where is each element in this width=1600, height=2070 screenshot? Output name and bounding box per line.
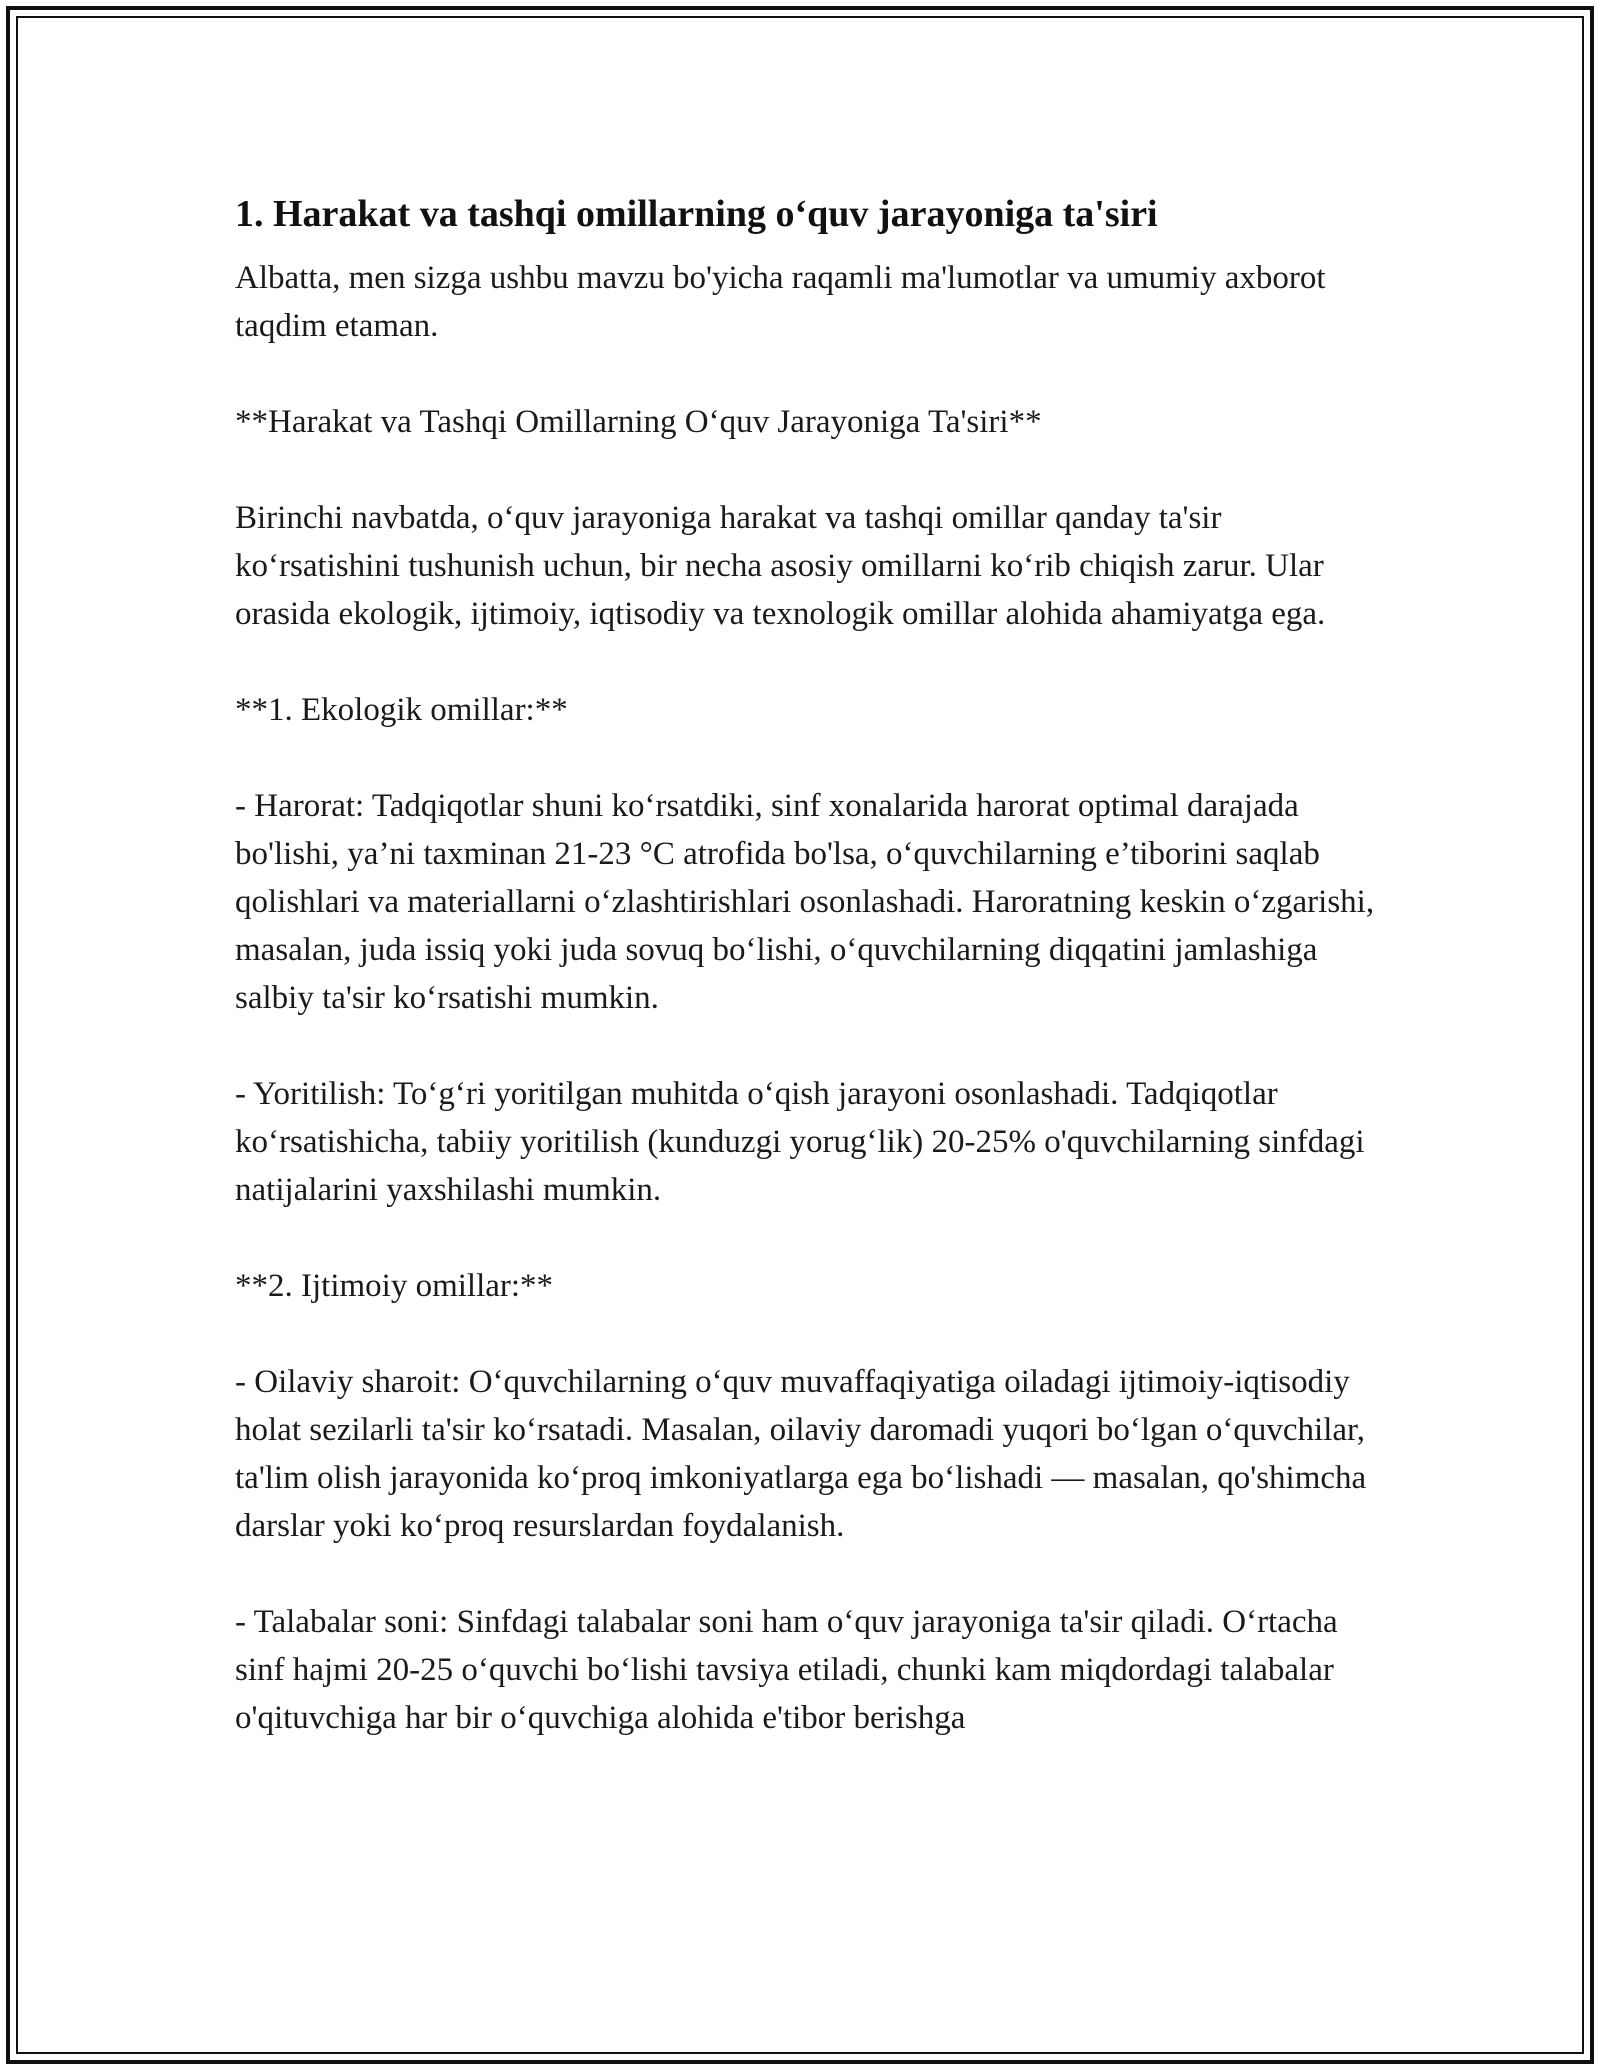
paragraph-lighting: - Yoritilish: To‘g‘ri yoritilgan muhitda o‘qish jarayoni osonlashadi. Tadqiqotlar ko‘rsatishicha, tabiiy yoritilish (kunduzgi yorug‘lik) 20-25% o'quvchilarning sinfdagi natijalarini yaxshilashi mumkin. — [235, 1076, 1365, 1208]
paragraph-family-conditions: - Oilaviy sharoit: O‘quvchilarning o‘quv muvaffaqiyatiga oiladagi ijtimoiy-iqtisodiy holat sezilarli ta'sir ko‘rsatadi. Masalan, oilaviy daromadi yuqori bo‘lgan o‘quvchilar, ta'lim olish jarayonida ko‘proq imkoniyatlarga ega bo‘lishadi — masalan, qo'shimcha darslar yoki ko‘proq resurslardan foydalanish. — [235, 1364, 1367, 1544]
document-body — [235, 188, 1375, 1742]
paragraph-title-bold-markdown: **Harakat va Tashqi Omillarning O‘quv Jarayoniga Ta'siri** — [235, 404, 1042, 440]
section-heading: 1. Harakat va tashqi omillarning o‘quv jarayoniga ta'siri — [235, 193, 1158, 235]
paragraph-overview: Birinchi navbatda, o‘quv jarayoniga harakat va tashqi omillar qanday ta'sir ko‘rsatishini tushunish uchun, bir necha asosiy omillarni ko‘rib chiqish zarur. Ular orasida ekologik, ijtimoiy, iqtisodiy va texnologik omillar alohida ahamiyatga ega. — [235, 500, 1326, 632]
paragraph-temperature: - Harorat: Tadqiqotlar shuni ko‘rsatdiki, sinf xonalarida harorat optimal darajada bo'lishi, ya’ni taxminan 21-23 °C atrofida bo'lsa, o‘quvchilarning e’tiborini saqlab qolishlari va materiallarni o‘zlashtirishlari osonlashadi. Haroratning keskin o‘zgarishi, masalan, juda issiq yoki juda sovuq bo‘lishi, o‘quvchilarning diqqatini jamlashiga salbiy ta'sir ko‘rsatishi mumkin. — [235, 788, 1375, 1016]
paragraph-intro: Albatta, men sizga ushbu mavzu bo'yicha raqamli ma'lumotlar va umumiy axborot taqdim etaman. — [235, 260, 1326, 344]
paragraph-ecological-header: **1. Ekologik omillar:** — [235, 692, 568, 728]
paragraph-social-header: **2. Ijtimoiy omillar:** — [235, 1268, 554, 1304]
paragraph-student-count: - Talabalar soni: Sinfdagi talabalar soni ham o‘quv jarayoniga ta'sir qiladi. O‘rtacha sinf hajmi 20-25 o‘quvchi bo‘lishi tavsiya etiladi, chunki kam miqdordagi talabalar o'qituvchiga har bir o‘quvchiga alohida e'tibor berishga — [235, 1604, 1338, 1736]
